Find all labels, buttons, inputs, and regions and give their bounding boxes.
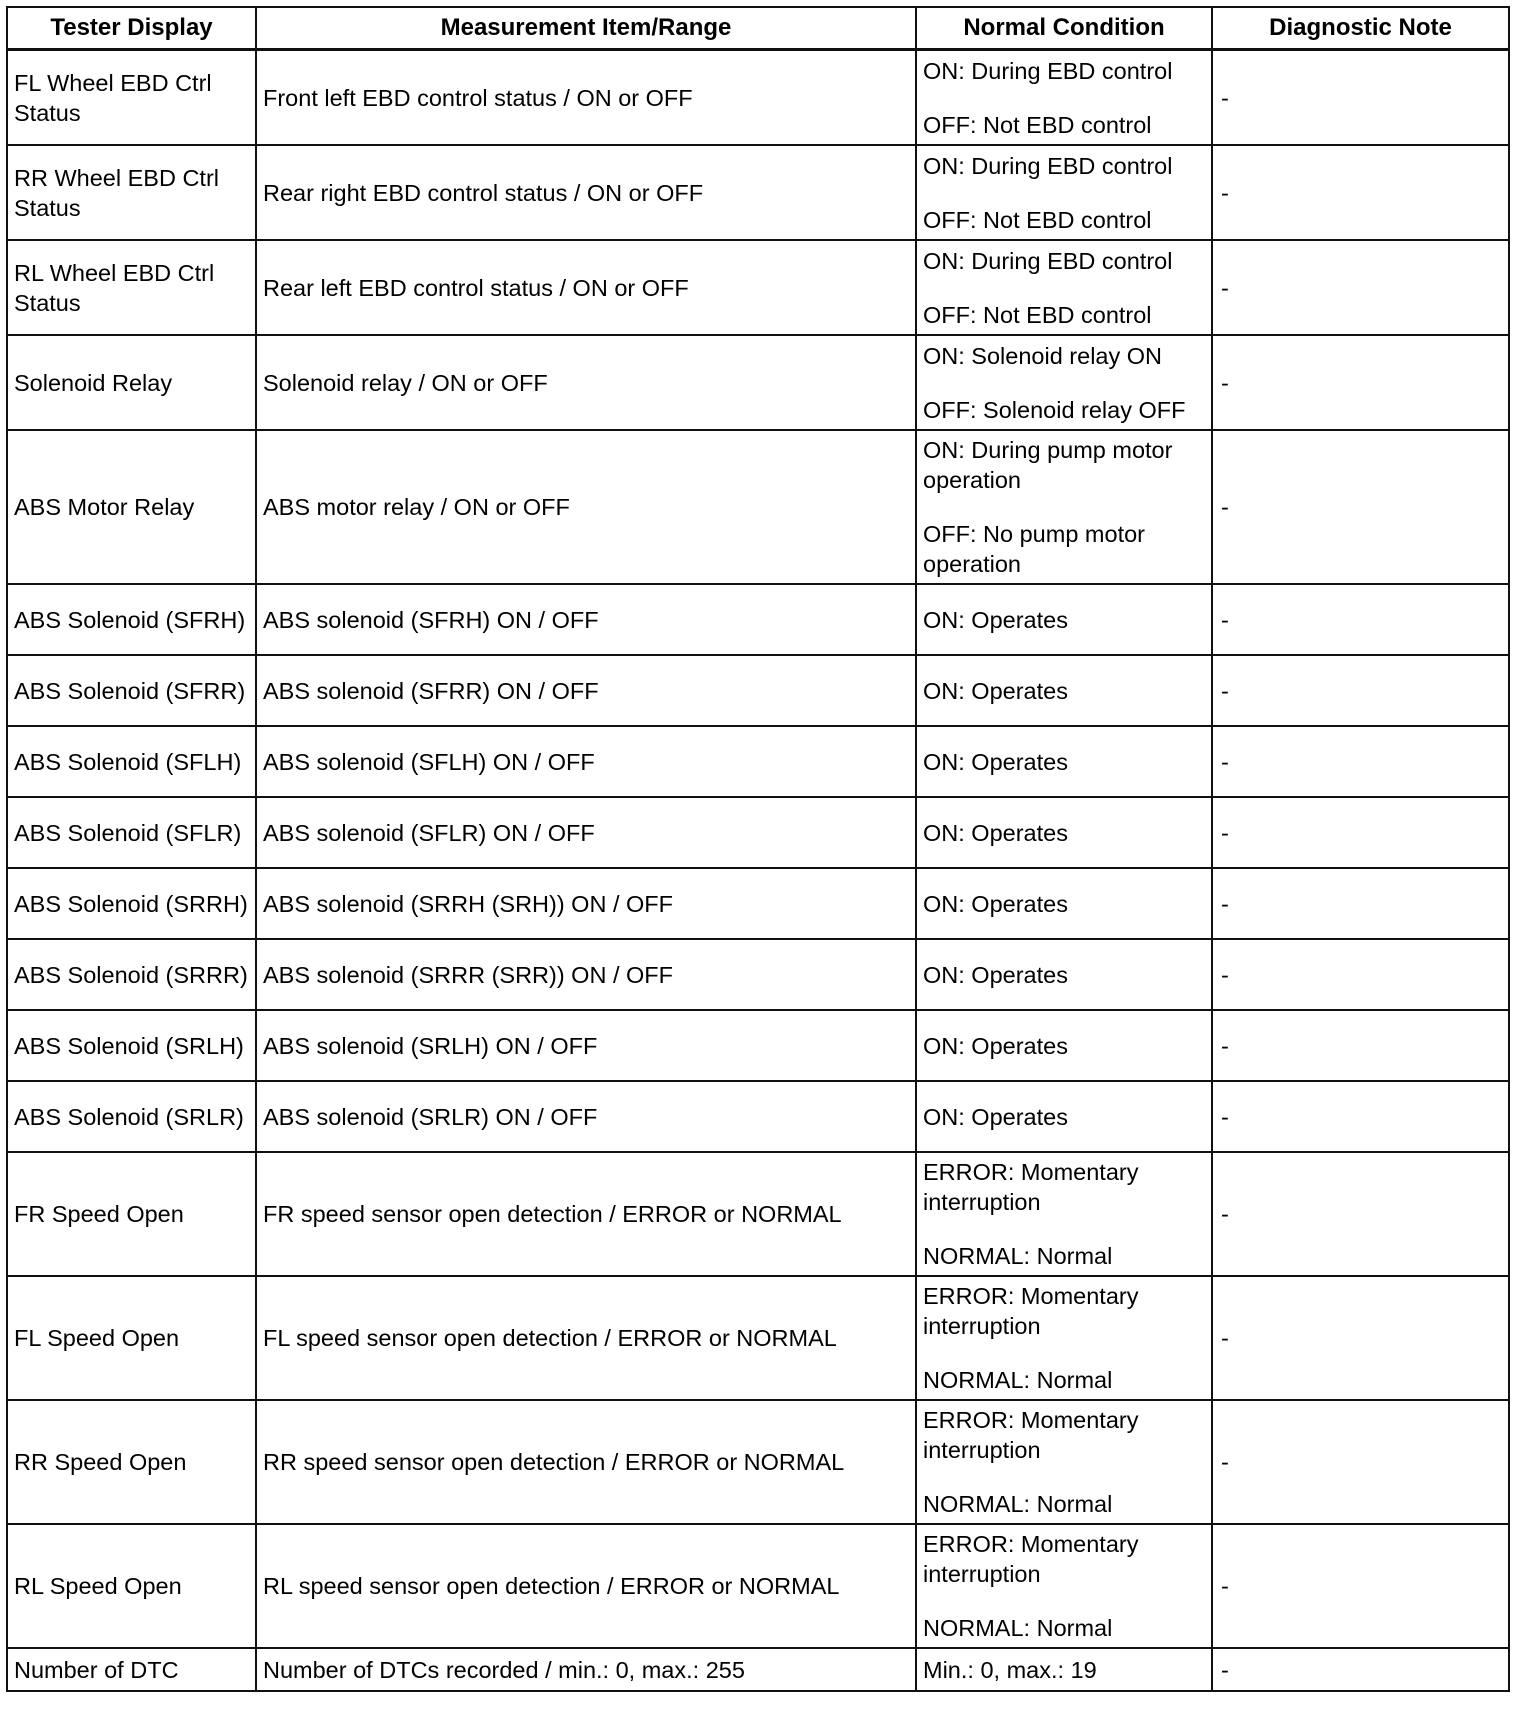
diagnostic-note-cell: - [1212, 797, 1509, 868]
measurement-item-cell: ABS solenoid (SRLH) ON / OFF [256, 1010, 916, 1081]
condition-line: ERROR: Momentary interruption [923, 1407, 1139, 1463]
tester-display-cell: RL Wheel EBD Ctrl Status [7, 240, 256, 335]
diagnostic-note-cell: - [1212, 335, 1509, 430]
header-normal-condition: Normal Condition [916, 7, 1212, 50]
measurement-item-cell: ABS solenoid (SRLR) ON / OFF [256, 1081, 916, 1152]
table-row [7, 868, 1509, 939]
normal-condition-cell [916, 240, 1212, 335]
tester-display-cell: FL Speed Open [7, 1276, 256, 1400]
measurement-item-cell: ABS solenoid (SFLH) ON / OFF [256, 726, 916, 797]
diagnostic-note-cell: - [1212, 1081, 1509, 1152]
table-row [7, 240, 1509, 335]
condition-line: OFF: Not EBD control [923, 111, 1152, 138]
condition-line: NORMAL: Normal [923, 1243, 1113, 1269]
tester-display-cell: ABS Solenoid (SFRH) [7, 584, 256, 655]
normal-condition-cell [916, 1524, 1212, 1648]
condition-line: ON: During pump motor operation [923, 437, 1173, 493]
tester-display-cell: Number of DTC [7, 1648, 256, 1691]
condition-line: ON: During EBD control [923, 247, 1173, 274]
tester-display-cell: FR Speed Open [7, 1152, 256, 1276]
condition-line: ERROR: Momentary interruption [923, 1531, 1139, 1587]
condition-line: Min.: 0, max.: 19 [923, 1656, 1097, 1683]
table-header [7, 7, 1509, 50]
normal-condition-cell [916, 1276, 1212, 1400]
table-row [7, 584, 1509, 655]
diagnostic-note-cell: - [1212, 939, 1509, 1010]
condition-line: OFF: Not EBD control [923, 301, 1152, 328]
condition-line: ERROR: Momentary interruption [923, 1159, 1139, 1215]
table-row [7, 145, 1509, 240]
normal-condition-cell [916, 50, 1212, 146]
data-list-sheet [6, 6, 1508, 1692]
tester-display-cell: RL Speed Open [7, 1524, 256, 1648]
measurement-item-cell: ABS solenoid (SFRR) ON / OFF [256, 655, 916, 726]
normal-condition-cell [916, 868, 1212, 939]
table-row [7, 1010, 1509, 1081]
normal-condition-cell [916, 655, 1212, 726]
table-row [7, 1152, 1509, 1276]
header-tester-display: Tester Display [7, 7, 256, 50]
diagnostic-note-cell: - [1212, 726, 1509, 797]
tester-display-cell: RR Speed Open [7, 1400, 256, 1524]
table-row [7, 1648, 1509, 1691]
tester-display-cell: ABS Solenoid (SFRR) [7, 655, 256, 726]
diagnostic-note-cell: - [1212, 655, 1509, 726]
condition-line: NORMAL: Normal [923, 1491, 1113, 1517]
tester-display-cell: ABS Solenoid (SFLR) [7, 797, 256, 868]
normal-condition-cell [916, 430, 1212, 584]
normal-condition-cell [916, 797, 1212, 868]
table-row [7, 655, 1509, 726]
diagnostic-note-cell: - [1212, 868, 1509, 939]
condition-line: ON: Operates [923, 677, 1068, 704]
condition-line: ON: Operates [923, 819, 1068, 846]
table-row [7, 1400, 1509, 1524]
diagnostic-note-cell: - [1212, 1276, 1509, 1400]
header-diagnostic-note: Diagnostic Note [1212, 7, 1509, 50]
condition-line: ON: During EBD control [923, 57, 1173, 84]
table-row [7, 1276, 1509, 1400]
table-row [7, 1081, 1509, 1152]
tester-display-cell: ABS Solenoid (SRRR) [7, 939, 256, 1010]
table-row [7, 1524, 1509, 1648]
diagnostic-note-cell: - [1212, 145, 1509, 240]
measurement-item-cell: Solenoid relay / ON or OFF [256, 335, 916, 430]
condition-line: ON: Solenoid relay ON [923, 342, 1163, 369]
normal-condition-cell [916, 1010, 1212, 1081]
table-row [7, 430, 1509, 584]
measurement-item-cell: ABS motor relay / ON or OFF [256, 430, 916, 584]
table-row [7, 335, 1509, 430]
tester-display-cell: ABS Solenoid (SFLH) [7, 726, 256, 797]
table-row [7, 797, 1509, 868]
measurement-item-cell: FR speed sensor open detection / ERROR or NORMAL [256, 1152, 916, 1276]
condition-line: ON: During EBD control [923, 152, 1173, 179]
diagnostic-note-cell: - [1212, 1152, 1509, 1276]
tester-display-cell: ABS Solenoid (SRLH) [7, 1010, 256, 1081]
condition-line: ON: Operates [923, 1103, 1068, 1130]
measurement-item-cell: Front left EBD control status / ON or OFF [256, 50, 916, 146]
condition-line: ON: Operates [923, 1032, 1068, 1059]
condition-line: OFF: Not EBD control [923, 206, 1152, 233]
header-row [7, 7, 1509, 50]
condition-line: ON: Operates [923, 961, 1068, 988]
diagnostic-note-cell: - [1212, 240, 1509, 335]
measurement-item-cell: ABS solenoid (SRRH (SRH)) ON / OFF [256, 868, 916, 939]
diagnostic-note-cell: - [1212, 1524, 1509, 1648]
data-list-table [6, 6, 1510, 1692]
diagnostic-note-cell: - [1212, 1010, 1509, 1081]
normal-condition-cell [916, 335, 1212, 430]
table-row [7, 939, 1509, 1010]
header-measurement-item: Measurement Item/Range [256, 7, 916, 50]
measurement-item-cell: Number of DTCs recorded / min.: 0, max.: 255 [256, 1648, 916, 1691]
condition-line: OFF: No pump motor operation [923, 521, 1145, 577]
condition-line: ERROR: Momentary interruption [923, 1283, 1139, 1339]
condition-line: ON: Operates [923, 748, 1068, 775]
condition-line: NORMAL: Normal [923, 1615, 1113, 1641]
table-body [7, 50, 1509, 1692]
measurement-item-cell: ABS solenoid (SFRH) ON / OFF [256, 584, 916, 655]
tester-display-cell: ABS Solenoid (SRLR) [7, 1081, 256, 1152]
tester-display-cell: RR Wheel EBD Ctrl Status [7, 145, 256, 240]
normal-condition-cell [916, 1400, 1212, 1524]
tester-display-cell: Solenoid Relay [7, 335, 256, 430]
normal-condition-cell [916, 1648, 1212, 1691]
condition-line: ON: Operates [923, 890, 1068, 917]
measurement-item-cell: ABS solenoid (SRRR (SRR)) ON / OFF [256, 939, 916, 1010]
condition-line: OFF: Solenoid relay OFF [923, 396, 1186, 423]
condition-line: NORMAL: Normal [923, 1367, 1113, 1393]
diagnostic-note-cell: - [1212, 1400, 1509, 1524]
normal-condition-cell [916, 1152, 1212, 1276]
tester-display-cell: ABS Solenoid (SRRH) [7, 868, 256, 939]
table-row [7, 726, 1509, 797]
diagnostic-note-cell: - [1212, 50, 1509, 146]
measurement-item-cell: ABS solenoid (SFLR) ON / OFF [256, 797, 916, 868]
normal-condition-cell [916, 939, 1212, 1010]
diagnostic-note-cell: - [1212, 584, 1509, 655]
measurement-item-cell: FL speed sensor open detection / ERROR or NORMAL [256, 1276, 916, 1400]
measurement-item-cell: RR speed sensor open detection / ERROR or NORMAL [256, 1400, 916, 1524]
normal-condition-cell [916, 584, 1212, 655]
diagnostic-note-cell: - [1212, 1648, 1509, 1691]
measurement-item-cell: RL speed sensor open detection / ERROR or NORMAL [256, 1524, 916, 1648]
normal-condition-cell [916, 1081, 1212, 1152]
tester-display-cell: ABS Motor Relay [7, 430, 256, 584]
diagnostic-note-cell: - [1212, 430, 1509, 584]
normal-condition-cell [916, 145, 1212, 240]
measurement-item-cell: Rear right EBD control status / ON or OFF [256, 145, 916, 240]
condition-line: ON: Operates [923, 606, 1068, 633]
normal-condition-cell [916, 726, 1212, 797]
table-row [7, 50, 1509, 146]
measurement-item-cell: Rear left EBD control status / ON or OFF [256, 240, 916, 335]
tester-display-cell: FL Wheel EBD Ctrl Status [7, 50, 256, 146]
